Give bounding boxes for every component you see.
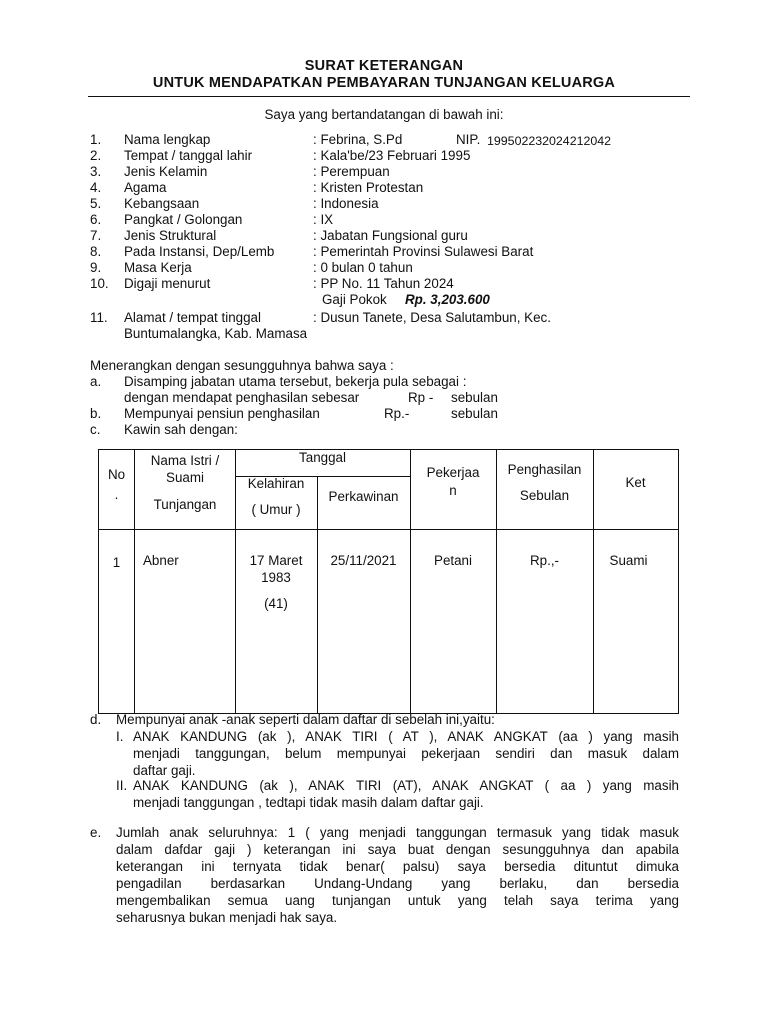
header-no: No <box>107 467 126 482</box>
item-e-line: keterangan ini ternyata tidak benar( palsu) saya bersedia dituntut dimuka <box>116 859 679 874</box>
field-label: Agama <box>124 180 167 195</box>
table-divider <box>99 529 678 530</box>
declare-text: Menerangkan dengan sesungguhnya bahwa saya : <box>90 358 394 373</box>
field-value: : Jabatan Fungsional guru <box>313 228 468 243</box>
field-label: Tempat / tanggal lahir <box>124 148 253 163</box>
item-d-text: Mempunyai anak -anak seperti dalam daftar di sebelah ini,yaitu: <box>116 712 495 727</box>
item-d-i-line: ANAK KANDUNG (ak ), ANAK TIRI ( AT ), ANAK ANGKAT (aa ) yang masih <box>133 729 679 744</box>
field-number: 6. <box>90 212 102 227</box>
title-line-1: SURAT KETERANGAN <box>304 58 464 74</box>
row-kelahiran: 1983 <box>261 570 291 585</box>
field-number: 3. <box>90 164 102 179</box>
item-e-line: Jumlah anak seluruhnya: 1 ( yang menjadi tanggungan termasuk yang tidak masuk <box>116 825 679 840</box>
field-label: Jenis Struktural <box>124 228 217 243</box>
field-label: Alamat / tempat tinggal <box>124 310 261 325</box>
item-e-line: pengadilan berdasarkan Undang-Undang yang berlaku, dan bersedia <box>116 876 679 891</box>
header-penghasilan: Penghasilan <box>507 462 582 477</box>
field-value: : Indonesia <box>313 196 379 211</box>
item-d-i-mark: I. <box>116 729 124 744</box>
intro-text: Saya yang bertandatangan di bawah ini: <box>264 107 504 122</box>
header-kelahiran: Kelahiran <box>247 476 305 491</box>
item-b-per: sebulan <box>451 406 498 421</box>
item-d-ii-line: menjadi tanggungan , tedtapi tidak masih dalam daftar gaji. <box>133 795 484 810</box>
field-value: : Kala'be/23 Februari 1995 <box>313 148 471 163</box>
item-e-line: seharusnya bukan menjadi hak saya. <box>116 910 338 925</box>
field-label: Jenis Kelamin <box>124 164 208 179</box>
item-d-i-line: daftar gaji. <box>133 763 196 778</box>
field-label: Pangkat / Golongan <box>124 212 243 227</box>
field-label: Kebangsaan <box>124 196 200 211</box>
table-divider <box>317 476 318 713</box>
row-kelahiran: 17 Maret <box>249 553 303 568</box>
gaji-pokok-label: Gaji Pokok <box>322 292 387 307</box>
item-a-income: dengan mendapat penghasilan sebesar <box>124 390 360 405</box>
item-a-text: Disamping jabatan utama tersebut, bekerja pula sebagai : <box>124 374 467 389</box>
item-e-mark: e. <box>90 825 102 840</box>
row-ket: Suami <box>609 553 648 568</box>
field-value: : Kristen Protestan <box>313 180 424 195</box>
field-value: : Febrina, S.Pd <box>313 132 403 147</box>
field-number: 9. <box>90 260 102 275</box>
header-no-dot: . <box>114 487 119 502</box>
title-divider <box>88 96 690 97</box>
item-d-i-line: menjadi tanggungan, belum mempunyai pekerjaan sendiri dan masuk dalam <box>133 746 679 761</box>
item-b-rp: Rp.- <box>384 406 410 421</box>
header-nama: Nama Istri / <box>150 453 220 468</box>
field-value: : 0 bulan 0 tahun <box>313 260 413 275</box>
item-b-text: Mempunyai pensiun penghasilan <box>124 406 320 421</box>
header-ket: Ket <box>625 475 646 490</box>
header-pekerjaan: n <box>449 483 457 498</box>
field-value: : Perempuan <box>313 164 390 179</box>
gaji-pokok-value: Rp. 3,203.600 <box>405 292 490 307</box>
field-number: 11. <box>90 310 108 325</box>
header-nama: Suami <box>166 470 204 485</box>
row-pekerjaan: Petani <box>434 553 472 568</box>
item-c-mark: c. <box>90 422 101 437</box>
item-a-per: sebulan <box>451 390 498 405</box>
item-d-ii-line: ANAK KANDUNG (ak ), ANAK TIRI (AT), ANAK ANGKAT ( aa ) yang masih <box>133 778 679 793</box>
header-sebulan: Sebulan <box>519 488 570 503</box>
title-line-2: UNTUK MENDAPATKAN PEMBAYARAN TUNJANGAN KELUARGA <box>152 75 616 91</box>
row-umur: (41) <box>264 596 288 611</box>
field-number: 7. <box>90 228 102 243</box>
field-label: Digaji menurut <box>124 276 211 291</box>
field-label: Nama lengkap <box>124 132 211 147</box>
item-d-ii-mark: II. <box>116 778 128 793</box>
nip-label: NIP. <box>456 132 481 147</box>
header-pekerjaan: Pekerjaa <box>426 465 480 480</box>
header-umur: ( Umur ) <box>251 502 301 517</box>
row-penghasilan: Rp.,- <box>529 553 560 568</box>
item-a-mark: a. <box>90 374 102 389</box>
field-value: : PP No. 11 Tahun 2024 <box>313 276 454 291</box>
field-number: 1. <box>90 132 102 147</box>
field-number: 4. <box>90 180 102 195</box>
header-nama: Tunjangan <box>153 497 217 512</box>
item-b-mark: b. <box>90 406 102 421</box>
item-e-line: mengembalikan semua uang tunjangan untuk yang telah saya terima yang <box>116 893 679 908</box>
spouse-table <box>98 449 679 714</box>
field-value: : IX <box>313 212 334 227</box>
field-label: Masa Kerja <box>124 260 192 275</box>
header-perkawinan: Perkawinan <box>328 489 399 504</box>
nip-value: 199502232024212042 <box>487 134 612 148</box>
row-no: 1 <box>112 555 121 570</box>
field-number: 5. <box>90 196 102 211</box>
item-e-line: dalam dafdar gaji ) keterangan ini saya buat dengan sesungguhnya dan apabila <box>116 842 679 857</box>
table-divider <box>134 450 135 713</box>
field-label: Pada Instansi, Dep/Lemb <box>124 244 275 259</box>
field-value-continued: Buntumalangka, Kab. Mamasa <box>124 326 308 341</box>
field-number: 10. <box>90 276 109 291</box>
header-tanggal: Tanggal <box>299 450 346 465</box>
field-number: 8. <box>90 244 102 259</box>
item-d-mark: d. <box>90 712 102 727</box>
field-value: : Dusun Tanete, Desa Salutambun, Kec. <box>313 310 551 325</box>
item-c-text: Kawin sah dengan: <box>124 422 238 437</box>
field-number: 2. <box>90 148 102 163</box>
row-nama: Abner <box>143 553 179 568</box>
row-perkawinan: 25/11/2021 <box>330 553 397 568</box>
field-value: : Pemerintah Provinsi Sulawesi Barat <box>313 244 534 259</box>
item-a-rp: Rp - <box>408 390 434 405</box>
